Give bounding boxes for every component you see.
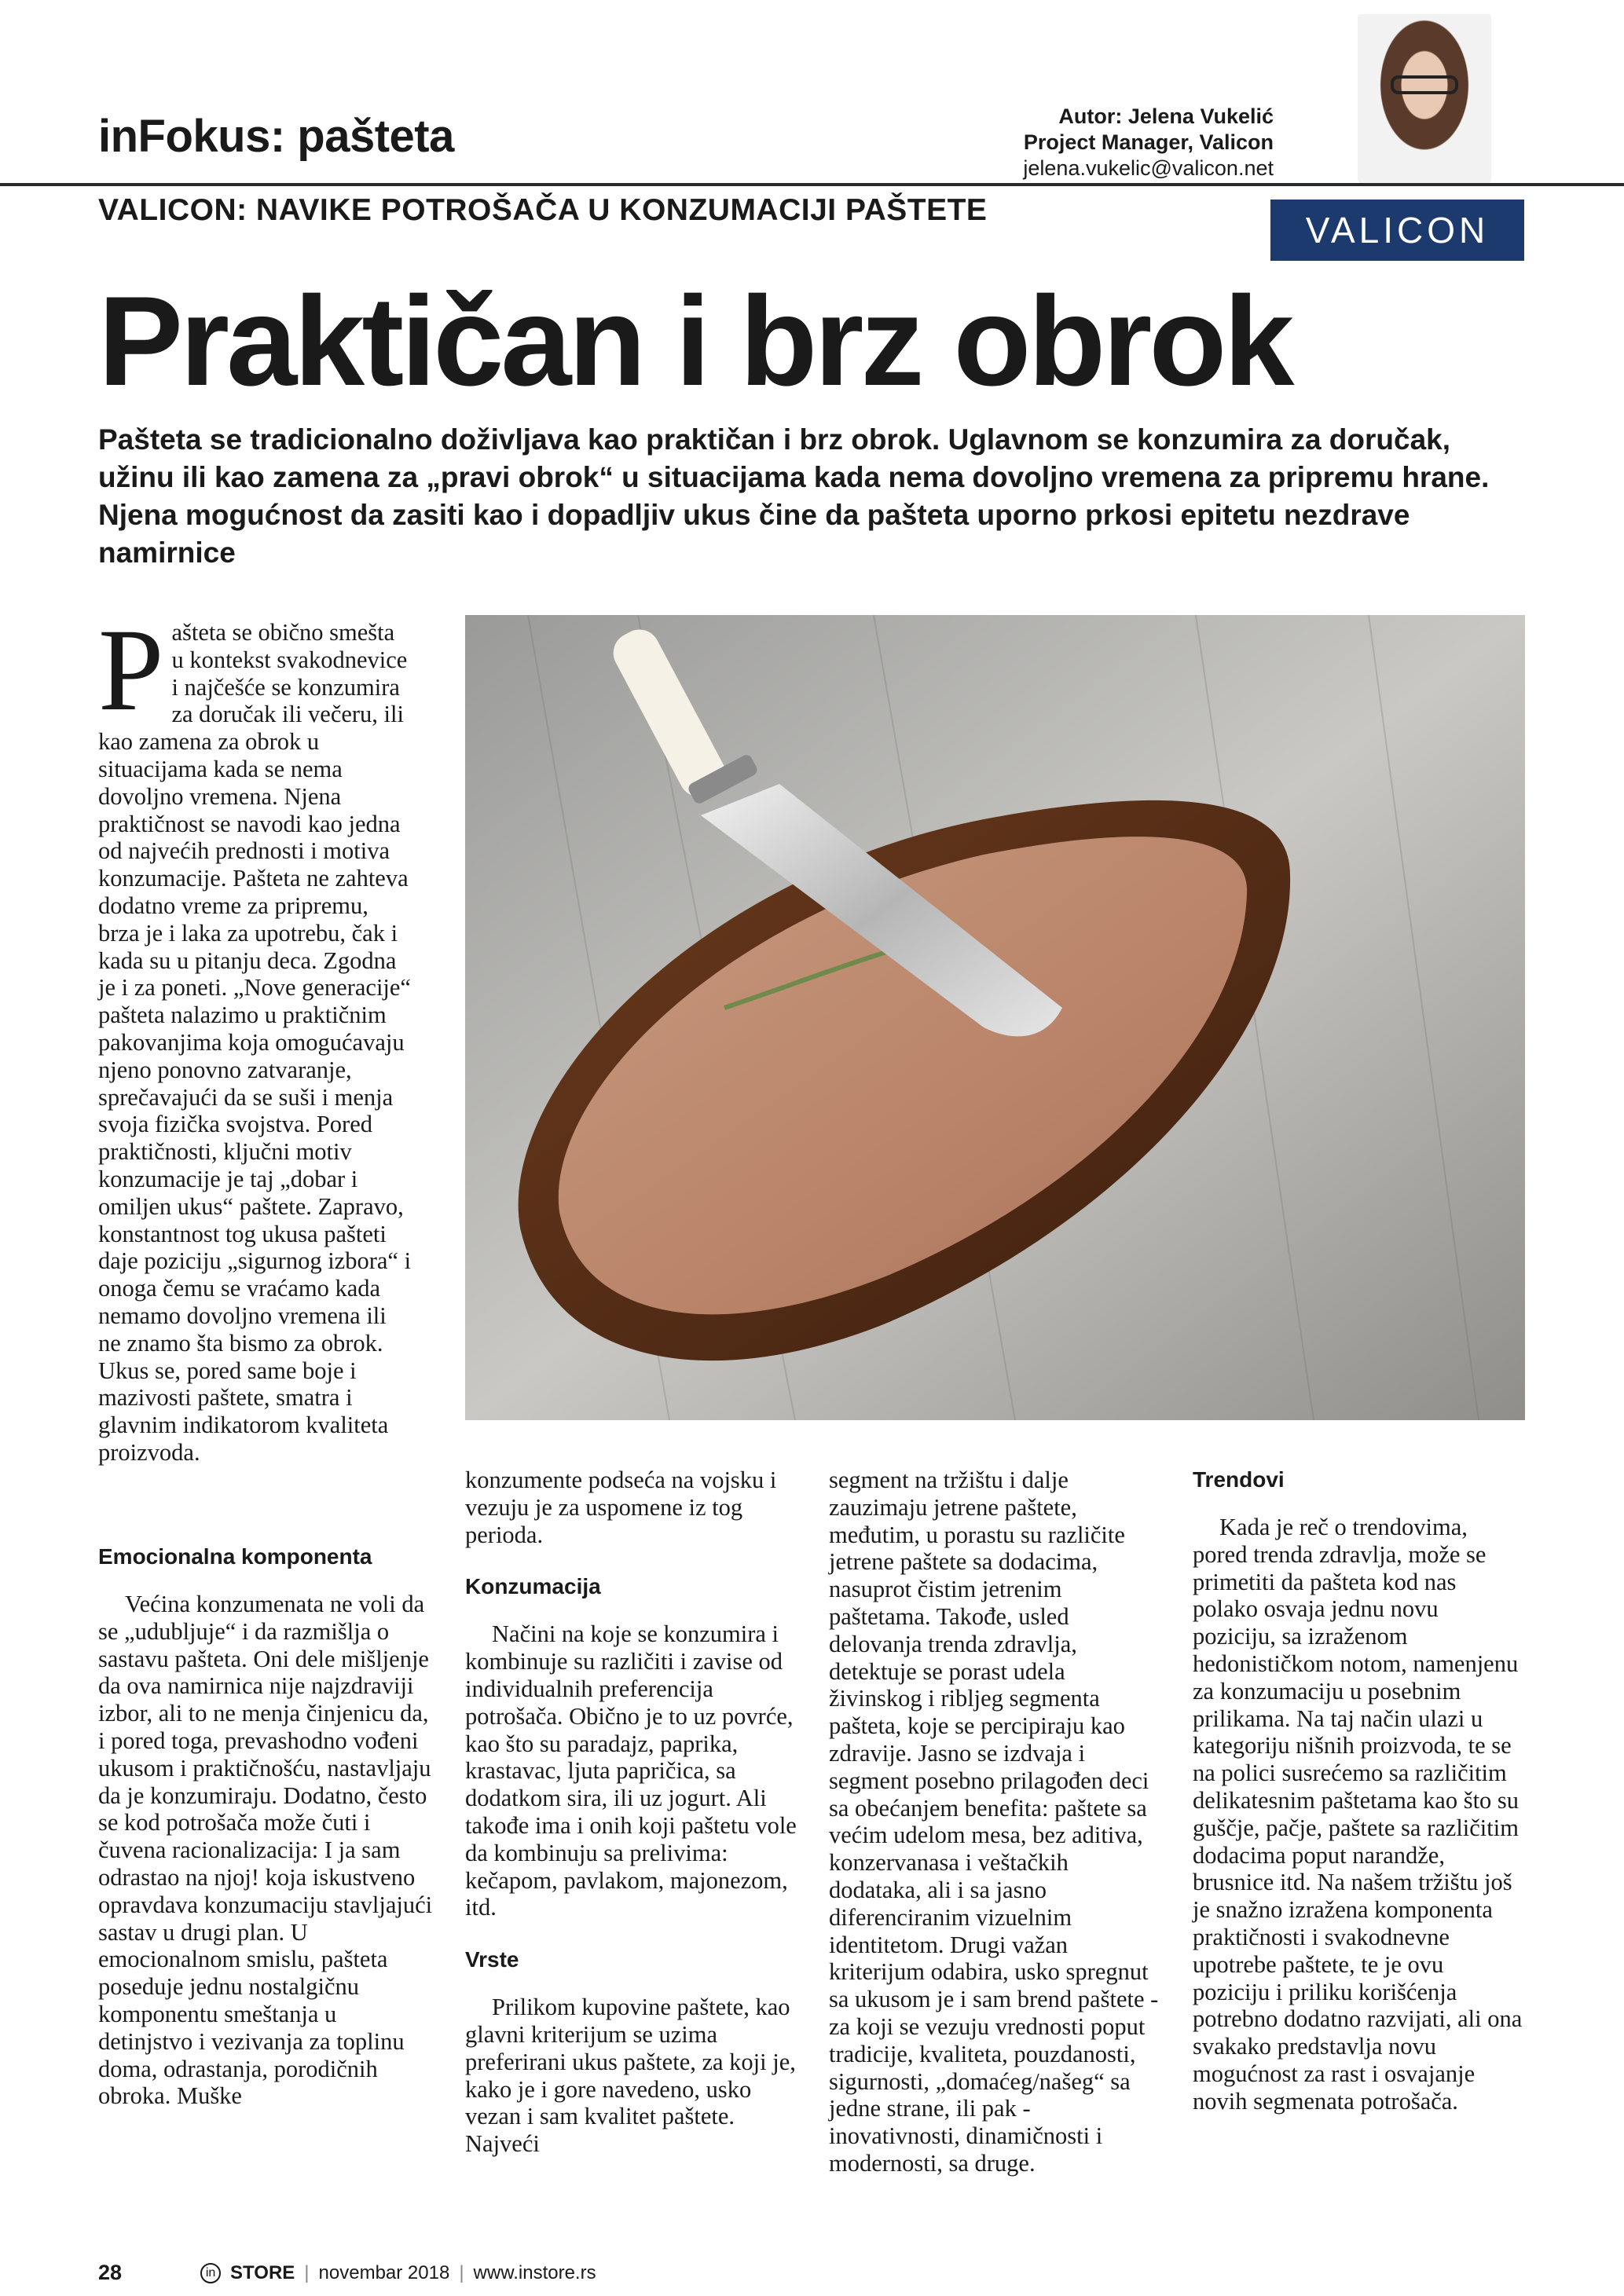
brand-mark-icon: in bbox=[200, 2263, 221, 2283]
subhead-emotional: Emocionalna komponenta bbox=[98, 1544, 372, 1569]
emotional-text: Većina konzumenata ne voli da se „udubljuje“ i da razmišlja o sastavu pašteta. Oni dele mišljenje da ova namirnica nije najzdraviji izbor, ali to ne menja činjenicu da, i pored toga, prevashodno vođeni ukusom i praktičnošću, nastavljaju da je konzumiraju. Dodatno, često se kod potrošača može čuti i čuvena racionalizacija: I ja sam odrastao na njoj! koja iskustveno opravdava konzumaciju stavljajući sastav u drugi plan. U emocionalnom smislu, pašteta poseduje jednu nostalgičnu komponentu smeštanja u detinjstvo i vezivanja za toplinu doma, odrastanja, porodičnih obroka. Muške bbox=[98, 1591, 433, 2110]
author-role: Project Manager, Valicon bbox=[1023, 130, 1274, 154]
glasses-icon bbox=[1391, 75, 1458, 94]
brand-name: STORE bbox=[230, 2261, 295, 2283]
page-number: 28 bbox=[98, 2261, 123, 2284]
valicon-logo: VALICON bbox=[1270, 200, 1524, 261]
column-3 bbox=[829, 1467, 1163, 2177]
author-portrait bbox=[1358, 14, 1491, 183]
types-text: Prilikom kupovine paštete, kao glavni kriterijum se uzima preferirani ukus paštete, za koji je, kako je i gore navedeno, usko vezan i sam kvalitet paštete. Najveći bbox=[465, 1994, 796, 2158]
subhead-trends: Trendovi bbox=[1193, 1467, 1285, 1492]
lead-paragraph: Pašteta se tradicionalno doživljava kao praktičan i brz obrok. Uglavnom se konzumira za doručak, užinu ili kao zamena za „pravi obrok“ u situacijama kada nema dovoljno vremena za pripremu hrane. Njena mogućnost da zasiti kao i dopadljiv ukus čine da pašteta uporno prkosi epitetu nezdrave namirnice bbox=[98, 423, 1490, 569]
column-1-emotional bbox=[98, 1543, 436, 2110]
website-link[interactable]: www.instore.rs bbox=[473, 2261, 596, 2283]
kicker: VALICON: NAVIKE POTROŠAČA U KONZUMACIJI PAŠTETE bbox=[98, 193, 988, 227]
section-tag: inFokus: pašteta bbox=[98, 111, 454, 162]
headline: Praktičan i brz obrok bbox=[98, 270, 1292, 412]
page-footer bbox=[98, 2261, 596, 2285]
column-4 bbox=[1193, 1467, 1527, 2115]
header-rule bbox=[0, 183, 1624, 186]
hero-photo-svg bbox=[465, 615, 1525, 1420]
subhead-consumption: Konzumacija bbox=[465, 1574, 601, 1599]
subhead-types: Vrste bbox=[465, 1947, 519, 1972]
column-2 bbox=[465, 1467, 799, 2158]
author-email[interactable]: jelena.vukelic@valicon.net bbox=[1023, 156, 1274, 180]
trends-text: Kada je reč o trendovima, pored trenda zdravlja, može se primetiti da pašteta kod nas polako osvaja jednu novu poziciju, sa izraženom hedonističkom notom, namenjenu za konzumaciju u posebnim prilikama. Na taj način ulazi u kategoriju nišnih proizvoda, te se na polici susrećemo sa različitim delikatesnim paštetama kao što su guščje, pačje, paštete sa različitim dodacima poput narandže, brusnice itd. Na našem tržištu još je snažno izražena komponenta praktičnosti i svakodnevne upotrebe paštete, te je ovu poziciju i priliku korišćenja potrebno dodatno razvijati, ali ona svakako predstavlja novu mogućnost za rast i osvajanje novih segmenata potrošača. bbox=[1193, 1514, 1523, 2115]
drop-cap: P bbox=[98, 605, 164, 735]
footer-separator: | bbox=[459, 2261, 464, 2283]
author-name: Autor: Jelena Vukelić bbox=[1058, 104, 1274, 128]
consumption-text: Načini na koje se konzumira i kombinuje su različiti i zavise od individualnih preferencija potrošača. Obično je to uz povrće, kao što su paradajz, paprika, krastavac, ljuta papričica, sa dodatkom sira, ili uz jogurt. Ali takođe ima i onih koji paštetu vole da kombinuju sa prelivima: kečapom, pavlakom, majonezom, itd. bbox=[465, 1620, 797, 1921]
issue-date: novembar 2018 bbox=[318, 2261, 450, 2283]
column-3-text: segment na tržištu i dalje zauzimaju jetrene paštete, međutim, u porastu su različite jetrene paštete sa dodacima, nasuprot čistim jetrenim paštetama. Takođe, usled delovanja trenda zdravlja, detektuje se porast udela živinskog i ribljeg segmenta pašteta, koje se percipiraju kao zdravije. Jasno se izdvaja i segment posebno prilagođen deci sa obećanjem benefita: paštete sa većim udelom mesa, bez aditiva, konzervanasa i veštačkih dodataka, ali i sa jasno diferenciranim vizuelnim identitetom. Drugi važan kriterijum odabira, usko spregnut sa ukusom je i sam brend paštete - za koji se vezuju vrednosti poput tradicije, kvaliteta, pouzdanosti, sigurnosti, „domaćeg/našeg“ sa jedne strane, ili pak - inovativnosti, dinamičnosti i modernosti, sa druge. bbox=[829, 1467, 1159, 2177]
author-byline bbox=[1023, 104, 1274, 181]
intro-text: ašteta se obično smešta u kontekst svakodnevice i najčešće se konzumira za doručak ili večeru, ili kao zamena za obrok u situacijama kada se nema dovoljno vremena. Njena praktičnost se navodi kao jedna od najvećih prednosti i motiva konzumacije. Pašteta ne zahteva dodatno vreme za pripremu, brza je i laka za upotrebu, čak i kada su u pitanju deca. Zgodna je i za poneti. „Nove generacije“ pašteta nalazimo u praktičnim pakovanjima koja omogućavaju njeno ponovno zatvaranje, sprečavajući da se suši i menja svoja fizička svojstva. Pored praktičnosti, ključni motiv konzumacije je taj „dobar i omiljen ukus“ paštete. Zapravo, konstantnost tog ukusa pašteti daje poziciju „sigurnog izbora“ i onoga čemu se vraćamo kada nemamo dovoljno vremena ili ne znamo šta bismo za obrok. Ukus se, pored same boje i mazivosti paštete, smatra i glavnim indikatorom kvaliteta proizvoda. bbox=[98, 619, 412, 1466]
footer-separator: | bbox=[304, 2261, 310, 2283]
column-2-continuation: konzumente podseća na vojsku i vezuju je za uspomene iz tog perioda. bbox=[465, 1467, 777, 1548]
column-1-intro bbox=[98, 605, 412, 1467]
hero-photo bbox=[465, 615, 1525, 1420]
